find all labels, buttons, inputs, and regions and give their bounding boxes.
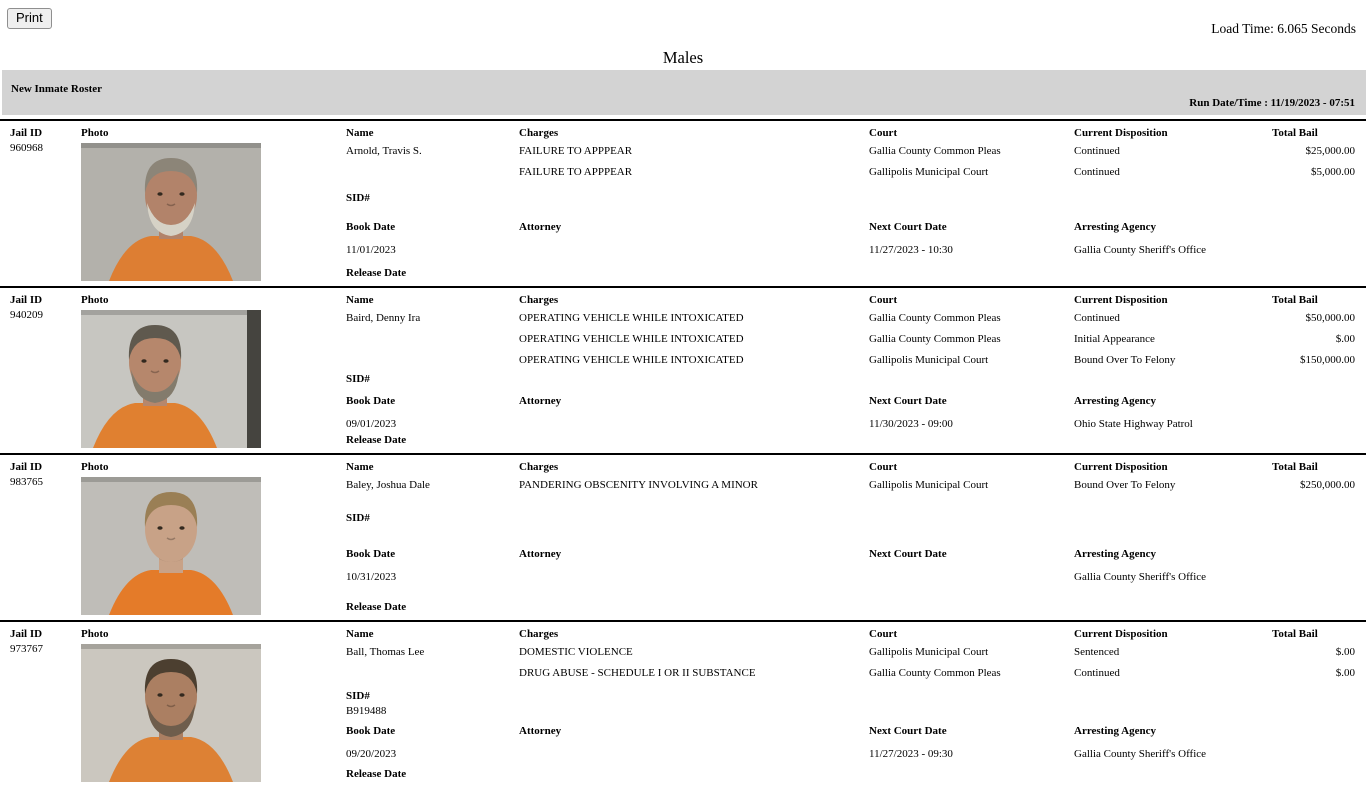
disposition-header: Current Disposition [1074,628,1168,640]
inmate-photo [81,477,261,615]
charge-court: Gallia County Common Pleas [869,145,1001,157]
jail-id-header: Jail ID [10,461,43,473]
total-bail-header: Total Bail [1272,294,1318,306]
sid-value [346,526,1355,532]
booking-section [346,220,1355,258]
release-section [346,433,1355,448]
charge-court: Gallia County Common Pleas [869,667,1001,679]
name-header: Name [346,127,374,139]
jail-id-header: Jail ID [10,294,43,306]
inmate-row [0,119,1366,286]
jail-id-value: 973767 [10,643,43,655]
name-header: Name [346,294,374,306]
next-court-date-header: Next Court Date [869,395,947,407]
attorney-value [519,243,869,258]
charges-header: Charges [519,628,559,640]
header-bar [2,70,1366,115]
inmate-row [0,620,1366,787]
charges-header: Charges [519,294,559,306]
book-date-header: Book Date [346,395,396,407]
charge-court: Gallipolis Municipal Court [869,479,989,491]
court-header: Court [869,461,898,473]
next-court-date-value: 11/30/2023 - 09:00 [869,418,953,430]
inmate-details [346,126,1355,281]
booking-section [346,724,1355,762]
jail-id-value: 940209 [10,309,43,321]
attorney-value [519,417,869,432]
photo-column [81,126,261,281]
photo-column [81,460,261,615]
charge-description: PANDERING OBSCENITY INVOLVING A MINOR [519,479,758,491]
charge-bail: $.00 [1335,333,1355,345]
charge-description: OPERATING VEHICLE WHILE INTOXICATED [519,312,744,324]
sid-section [346,372,1355,393]
charge-description: DOMESTIC VIOLENCE [519,646,633,658]
jail-id-column [10,627,80,657]
release-section [346,767,1355,782]
book-date-value: 10/31/2023 [346,571,397,583]
charge-description: OPERATING VEHICLE WHILE INTOXICATED [519,333,744,345]
charge-bail: $25,000.00 [1305,145,1355,157]
court-header: Court [869,127,898,139]
sid-value [346,206,1355,212]
arresting-agency-header: Arresting Agency [1074,725,1156,737]
sid-header: SID# [346,192,370,204]
name-header: Name [346,628,374,640]
charges-header: Charges [519,127,559,139]
jail-id-header: Jail ID [10,127,43,139]
inmate-details [346,293,1355,448]
inmate-roster [0,119,1366,787]
charge-disposition: Initial Appearance [1074,333,1155,345]
sid-value [346,387,1355,393]
book-date-value: 09/01/2023 [346,418,397,430]
inmate-details [346,460,1355,615]
charge-bail: $.00 [1335,646,1355,658]
next-court-date-value: 11/27/2023 - 09:30 [869,748,953,760]
next-court-date-header: Next Court Date [869,725,947,737]
release-date-header: Release Date [346,768,407,780]
charge-disposition: Continued [1074,145,1120,157]
release-section [346,600,1355,615]
charges-section [346,126,1355,183]
charge-disposition: Continued [1074,166,1120,178]
charge-bail: $.00 [1335,667,1355,679]
disposition-header: Current Disposition [1074,127,1168,139]
inmate-photo [81,143,261,281]
sid-section [346,689,1355,719]
charge-disposition: Continued [1074,667,1120,679]
disposition-header: Current Disposition [1074,461,1168,473]
run-datetime: Run Date/Time : 11/19/2023 - 07:51 [1189,97,1355,109]
charge-court: Gallia County Common Pleas [869,333,1001,345]
load-time-text: Load Time: 6.065 Seconds [1211,21,1356,36]
jail-id-value: 960968 [10,142,43,154]
court-header: Court [869,628,898,640]
book-date-header: Book Date [346,548,396,560]
attorney-header: Attorney [519,221,562,233]
attorney-header: Attorney [519,395,562,407]
jail-id-value: 983765 [10,476,43,488]
charge-disposition: Continued [1074,312,1120,324]
arresting-agency-header: Arresting Agency [1074,221,1156,233]
photo-header: Photo [81,628,109,640]
name-value: Ball, Thomas Lee [346,646,425,658]
print-button[interactable]: Print [7,8,52,29]
charge-description: DRUG ABUSE - SCHEDULE I OR II SUBSTANCE [519,667,756,679]
book-date-header: Book Date [346,221,396,233]
charge-bail: $5,000.00 [1311,166,1355,178]
arresting-agency-value: Gallia County Sheriff's Office [1074,571,1207,583]
charges-section [346,627,1355,684]
charges-section [346,460,1355,496]
charge-court: Gallipolis Municipal Court [869,354,989,366]
court-header: Court [869,294,898,306]
disposition-header: Current Disposition [1074,294,1168,306]
name-value [346,329,519,350]
inmate-photo [81,310,261,448]
arresting-agency-value: Gallia County Sheriff's Office [1074,244,1207,256]
jail-id-column [10,293,80,323]
photo-header: Photo [81,127,109,139]
sid-header: SID# [346,512,370,524]
roster-title: New Inmate Roster [11,83,103,95]
attorney-value [519,747,869,762]
release-date-header: Release Date [346,434,407,446]
total-bail-header: Total Bail [1272,461,1318,473]
next-court-date-header: Next Court Date [869,548,947,560]
charge-description: FAILURE TO APPPEAR [519,145,633,157]
attorney-header: Attorney [519,725,562,737]
name-value: Baird, Denny Ira [346,312,421,324]
name-value [346,663,519,684]
photo-header: Photo [81,294,109,306]
total-bail-header: Total Bail [1272,628,1318,640]
sid-header: SID# [346,690,370,702]
release-date-header: Release Date [346,267,407,279]
charge-court: Gallipolis Municipal Court [869,166,989,178]
inmate-row [0,286,1366,453]
book-date-header: Book Date [346,725,396,737]
name-value: Baley, Joshua Dale [346,479,430,491]
name-value [346,350,519,371]
charge-disposition: Sentenced [1074,646,1120,658]
charge-disposition: Bound Over To Felony [1074,354,1176,366]
inmate-row [0,453,1366,620]
arresting-agency-header: Arresting Agency [1074,548,1156,560]
next-court-date-header: Next Court Date [869,221,947,233]
inmate-photo [81,644,261,782]
total-bail-header: Total Bail [1272,127,1318,139]
charge-description: OPERATING VEHICLE WHILE INTOXICATED [519,354,744,366]
charge-description: FAILURE TO APPPEAR [519,166,633,178]
attorney-value [519,570,869,585]
next-court-date-value: 11/27/2023 - 10:30 [869,244,953,256]
photo-header: Photo [81,461,109,473]
next-court-date-value [869,570,1074,585]
book-date-value: 09/20/2023 [346,748,397,760]
book-date-value: 11/01/2023 [346,244,396,256]
inmate-details [346,627,1355,782]
sid-header: SID# [346,373,370,385]
charge-bail: $250,000.00 [1300,479,1355,491]
page-title: Males [662,48,704,67]
arresting-agency-value: Gallia County Sheriff's Office [1074,748,1207,760]
sid-section [346,511,1355,532]
charge-court: Gallipolis Municipal Court [869,646,989,658]
booking-section [346,547,1355,585]
photo-column [81,627,261,782]
booking-section [346,394,1355,432]
charges-header: Charges [519,461,559,473]
sid-section [346,191,1355,212]
release-date-header: Release Date [346,601,407,613]
jail-id-column [10,460,80,490]
sid-value: B919488 [346,705,387,717]
charge-bail: $50,000.00 [1305,312,1355,324]
jail-id-header: Jail ID [10,628,43,640]
charge-disposition: Bound Over To Felony [1074,479,1176,491]
jail-id-column [10,126,80,156]
charges-section [346,293,1355,371]
release-section [346,266,1355,281]
arresting-agency-header: Arresting Agency [1074,395,1156,407]
arresting-agency-value: Ohio State Highway Patrol [1074,418,1193,430]
charge-court: Gallia County Common Pleas [869,312,1001,324]
attorney-header: Attorney [519,548,562,560]
charge-bail: $150,000.00 [1300,354,1355,366]
name-value [346,162,519,183]
name-value: Arnold, Travis S. [346,145,422,157]
name-header: Name [346,461,374,473]
photo-column [81,293,261,448]
